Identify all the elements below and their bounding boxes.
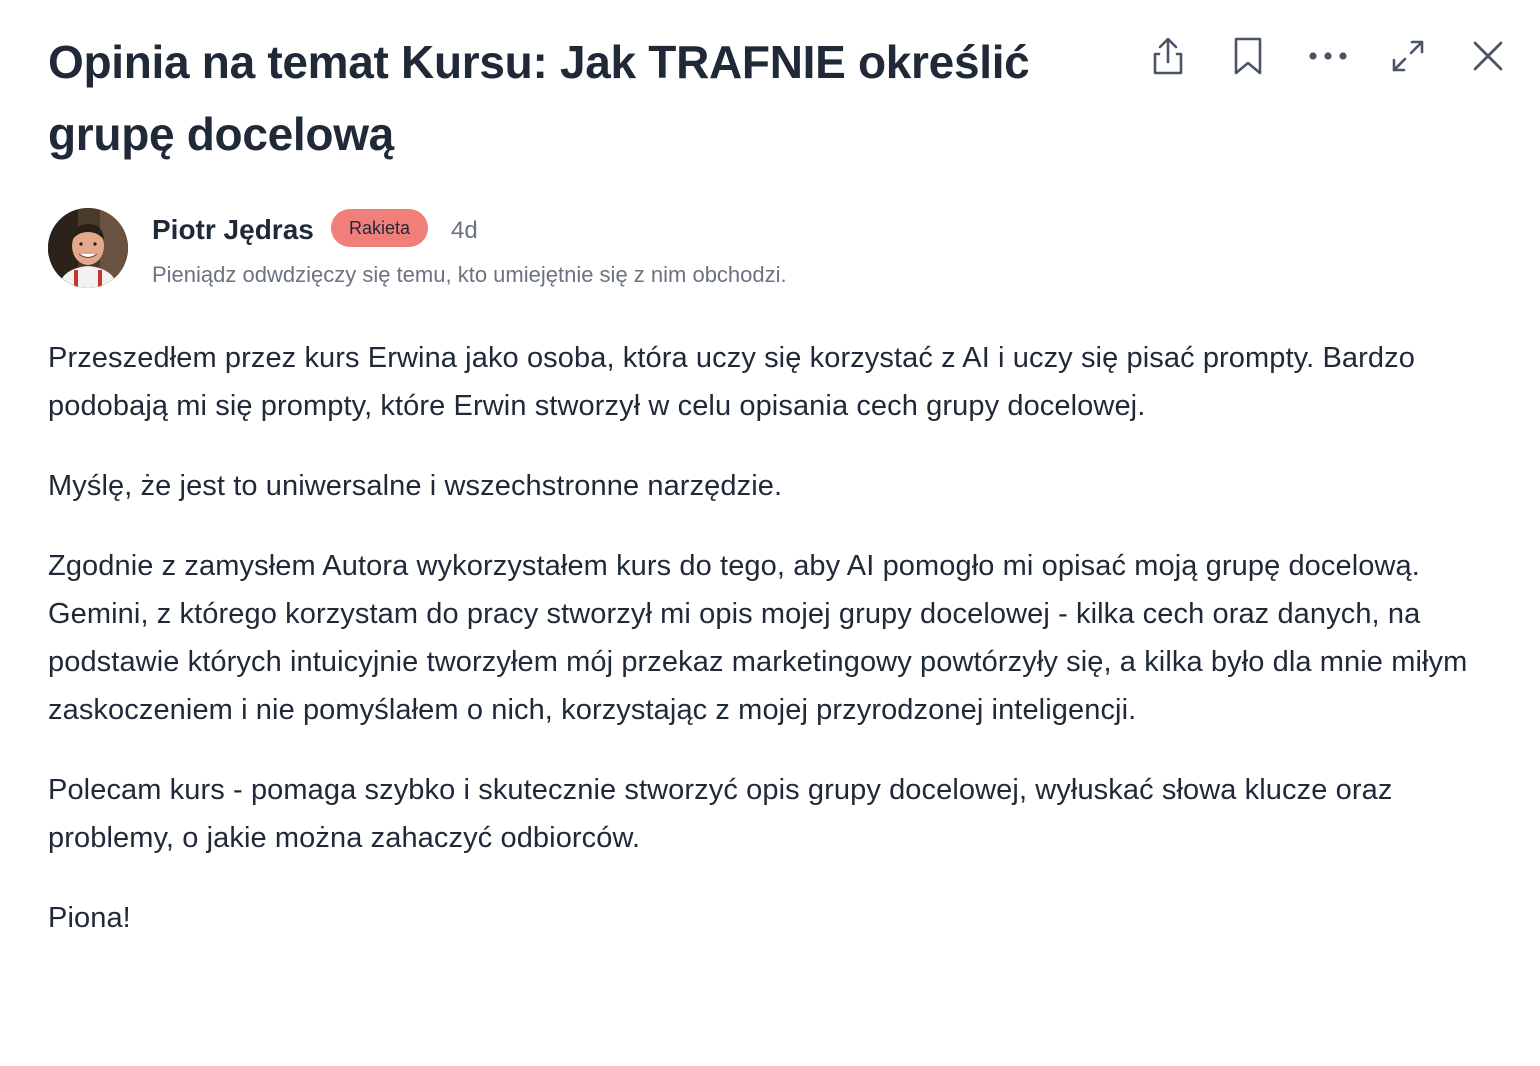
post-paragraph: Przeszedłem przez kurs Erwina jako osoba, która uczy się korzystać z AI i uczy się pisać prompty. Bardzo podobają mi się prompty, które Erwin stworzył w celu opisania cech grupy docelowej. [48, 342, 1415, 422]
post-paragraph: Piona! [48, 902, 131, 934]
expand-button[interactable] [1380, 32, 1436, 80]
avatar[interactable] [48, 208, 128, 288]
author-name[interactable]: Piotr Jędras [152, 214, 314, 245]
more-options-button[interactable] [1300, 32, 1356, 80]
close-icon [1471, 39, 1505, 73]
post-title: Opinia na temat Kursu: Jak TRAFNIE określić grupę docelową [48, 36, 1030, 160]
share-icon [1150, 36, 1186, 76]
bookmark-button[interactable] [1220, 32, 1276, 80]
more-icon [1308, 50, 1348, 62]
author-row [48, 208, 1248, 298]
post-body [48, 334, 1468, 974]
bookmark-icon [1232, 36, 1264, 76]
post-paragraph: Myślę, że jest to uniwersalne i wszechstronne narzędzie. [48, 470, 783, 502]
author-bio: Pieniądz odwdzięczy się temu, kto umiejętnie się z nim obchodzi. [152, 262, 787, 287]
expand-icon [1390, 38, 1426, 74]
post-age[interactable]: 4d [451, 217, 478, 244]
post-paragraph: Polecam kurs - pomaga szybko i skutecznie stworzyć opis grupy docelowej, wyłuskać słowa klucze oraz problemy, o jakie można zahaczyć odbiorców. [48, 774, 1393, 854]
post-paragraph: Zgodnie z zamysłem Autora wykorzystałem kurs do tego, aby AI pomogło mi opisać moją grupę docelową. Gemini, z którego korzystam do pracy stworzył mi opis mojej grupy docelowej - kilka cech oraz danych, na podstawie których intuicyjnie tworzyłem mój przekaz marketingowy powtórzyły się, a kilka było dla mnie miłym zaskoczeniem i nie pomyślałem o nich, korzystając z mojej przyrodzonej inteligencji. [48, 550, 1468, 726]
share-button[interactable] [1140, 32, 1196, 80]
level-badge: Rakieta [331, 209, 428, 247]
close-button[interactable] [1460, 32, 1516, 80]
